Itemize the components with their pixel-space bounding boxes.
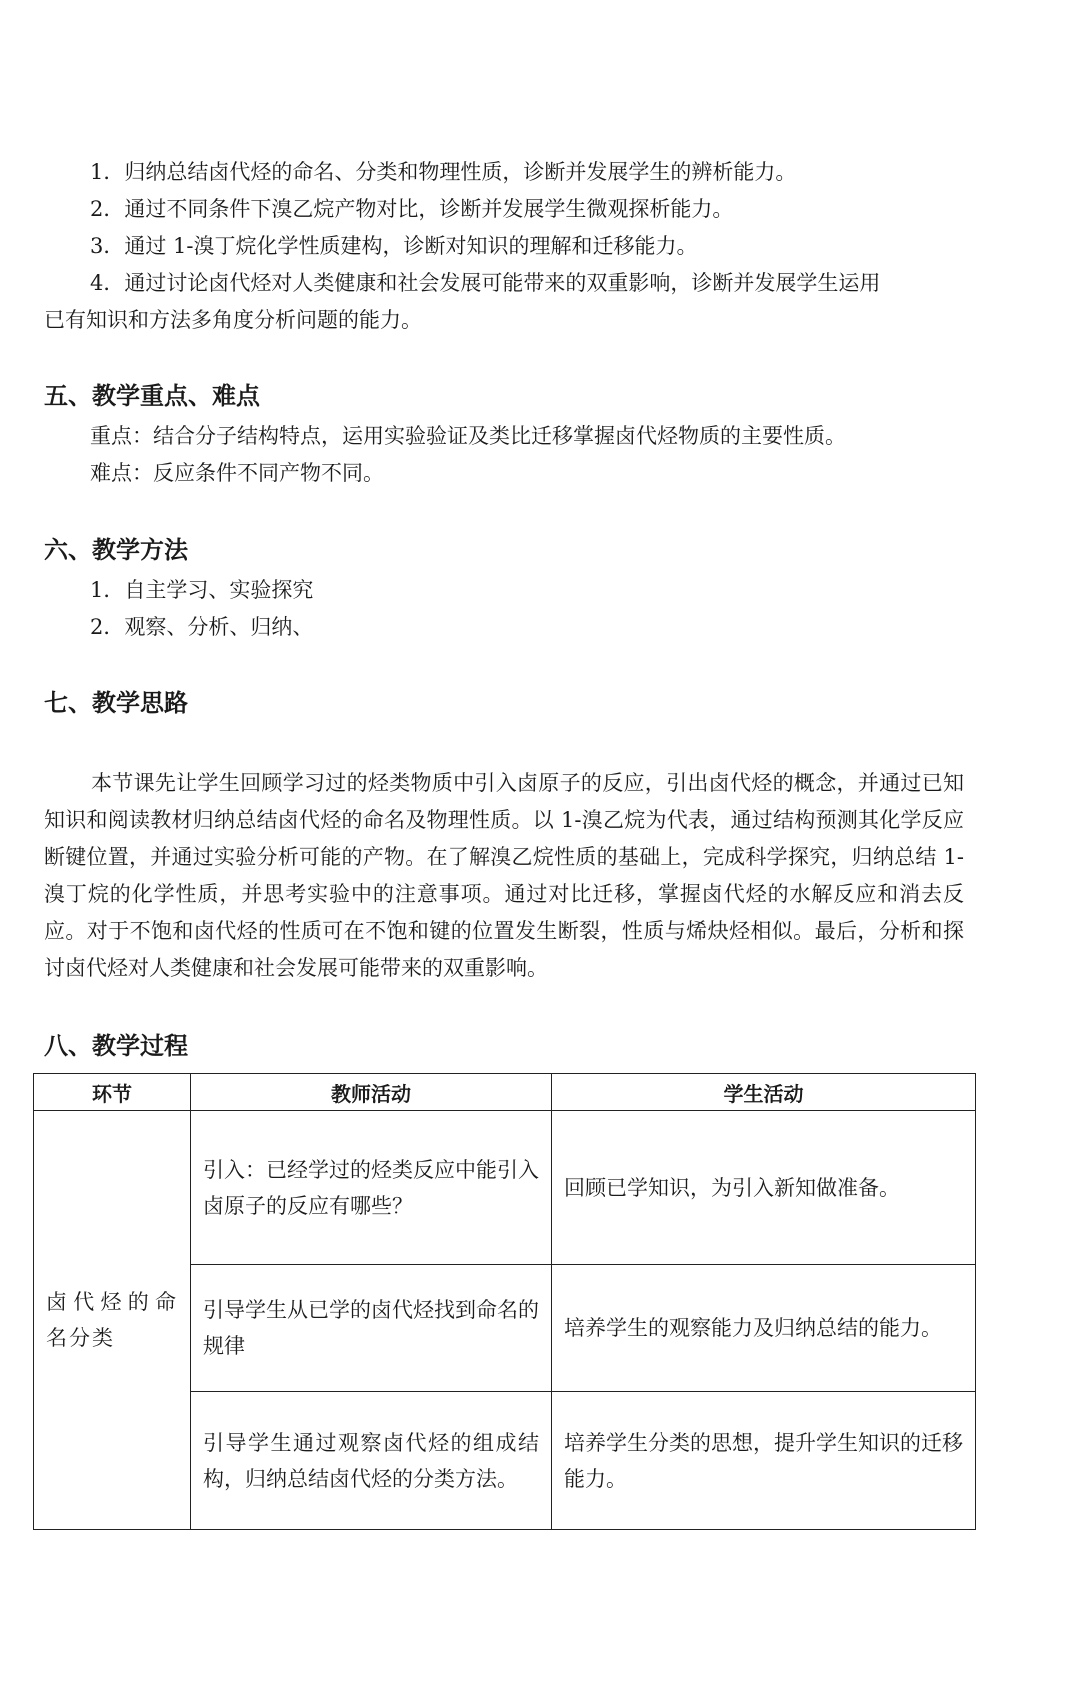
difficulty: 难点：反应条件不同产物不同。 [90,461,384,485]
table-row [34,1111,976,1265]
header-teacher-activity: 教师活动 [191,1074,552,1111]
header-student-activity: 学生活动 [552,1074,976,1111]
teacher-activity-cell: 引入：已经学过的烃类反应中能引入卤原子的反应有哪些？ [191,1111,552,1265]
objective-1: 1．归纳总结卤代烃的命名、分类和物理性质，诊断并发展学生的辨析能力。 [90,160,797,184]
method-1: 1．自主学习、实验探究 [90,578,314,602]
teacher-activity-cell: 引导学生通过观察卤代烃的组成结构，归纳总结卤代烃的分类方法。 [191,1392,552,1530]
student-activity-cell: 培养学生的观察能力及归纳总结的能力。 [552,1265,976,1392]
objective-4: 4．通过讨论卤代烃对人类健康和社会发展可能带来的双重影响，诊断并发展学生运用 [90,271,881,295]
section-7-heading: 七、教学思路 [44,689,188,717]
stage-cell: 卤代烃的命名分类 [34,1111,191,1530]
student-activity-cell: 回顾已学知识，为引入新知做准备。 [552,1111,976,1265]
objective-2: 2．通过不同条件下溴乙烷产物对比，诊断并发展学生微观探析能力。 [90,197,734,221]
section-8-heading: 八、教学过程 [44,1032,188,1060]
teaching-process-table [33,1073,976,1530]
student-activity-cell: 培养学生分类的思想，提升学生知识的迁移能力。 [552,1392,976,1530]
header-stage: 环节 [34,1074,191,1111]
table-header-row [34,1074,976,1111]
objective-4-continued: 已有知识和方法多角度分析问题的能力。 [44,308,422,332]
teacher-activity-cell: 引导学生从已学的卤代烃找到命名的规律 [191,1265,552,1392]
section-6-heading: 六、教学方法 [44,536,188,564]
key-point: 重点：结合分子结构特点，运用实验验证及类比迁移掌握卤代烃物质的主要性质。 [90,424,846,448]
objective-3: 3．通过 1-溴丁烷化学性质建构，诊断对知识的理解和迁移能力。 [90,234,698,258]
teaching-approach-paragraph: 本节课先让学生回顾学习过的烃类物质中引入卤原子的反应，引出卤代烃的概念，并通过已知知识和阅读教材归纳总结卤代烃的命名及物理性质。以 1-溴乙烷为代表，通过结构预测其化学反应断键位置，并通过实验分析可能的产物。在了解溴乙烷性质的基础上，完成科学探究，归纳总结 1-溴丁烷的化学性质，并思考实验中的注意事项。通过对比迁移，掌握卤代烃的水解反应和消去反应。对于不饱和卤代烃的性质可在不饱和键的位置发生断裂，性质与烯炔烃相似。最后，分析和探讨卤代烃对人类健康和社会发展可能带来的双重影响。 [44,771,964,980]
section-5-heading: 五、教学重点、难点 [44,382,260,410]
method-2: 2．观察、分析、归纳、 [90,615,314,639]
